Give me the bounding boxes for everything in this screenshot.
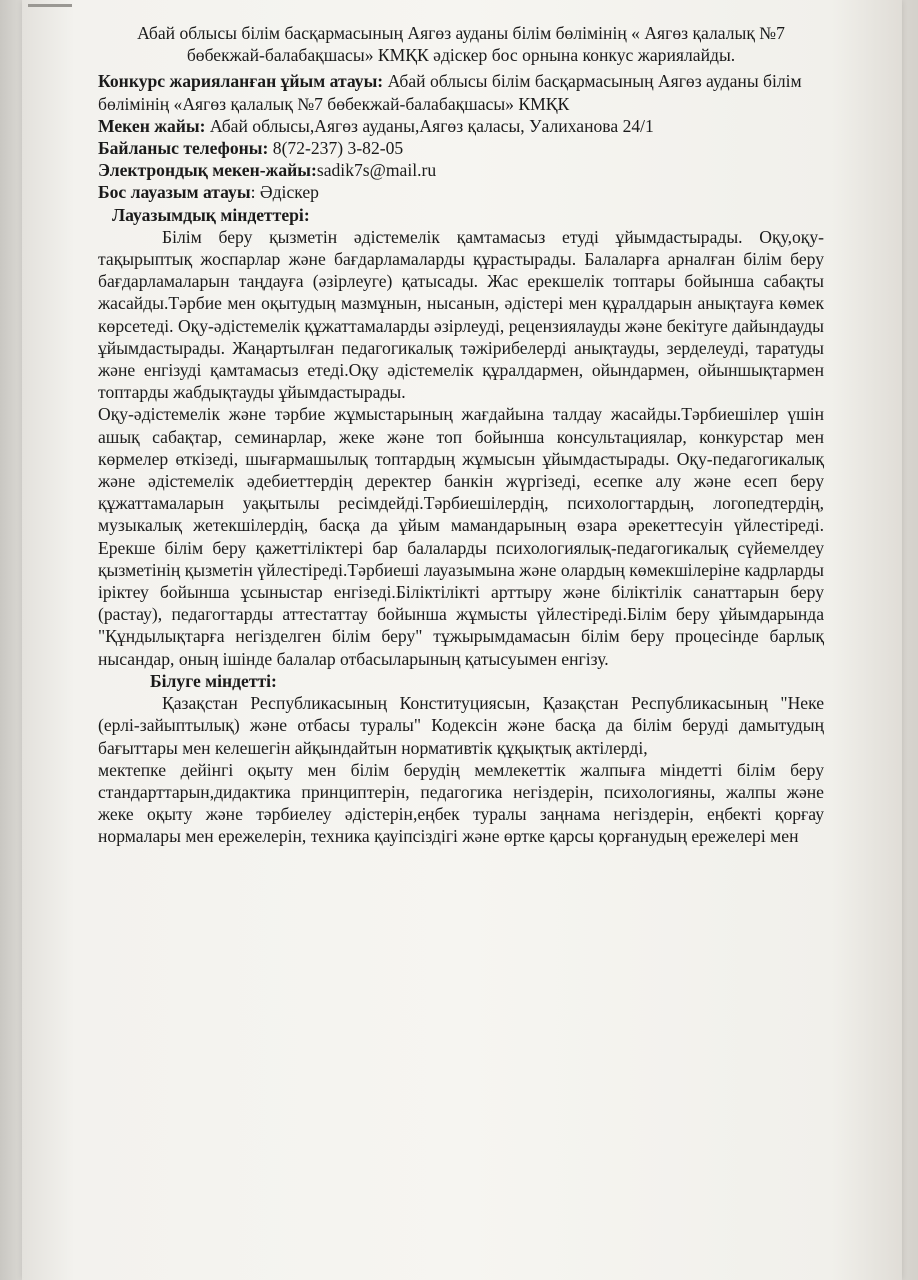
document-title: Абай облысы білім басқармасының Аягөз ауданы білім бөлімінің « Аягөз қалалық №7 бөбекжай-балабақшасы» КМҚК әдіскер бос орнына конкус жариялайды. bbox=[137, 23, 785, 66]
duties-heading: Лауазымдық міндеттері: bbox=[112, 204, 310, 225]
field-phone-value: 8(72-237) 3-82-05 bbox=[268, 138, 404, 159]
field-vacancy bbox=[98, 181, 824, 203]
field-address-value: Абай облысы,Аягөз ауданы,Аягөз қаласы, Уалиханова 24/1 bbox=[205, 115, 654, 136]
field-email-label: Электрондық мекен-жайы: bbox=[98, 160, 317, 181]
document-body bbox=[98, 18, 824, 848]
knowledge-paragraph-2: мектепке дейінгі оқыту мен білім берудің мемлекеттік жалпыға міндетті білім беру стандарттарын,дидактика принциптерін, педагогика негіздерін, психологияны, жалпы және жеке оқыту және тәрбиелеу әдістерін,еңбек туралы заңнама негіздерін, еңбекті қорғау нормалары мен ережелерін, техника қауіпсіздігі және өртке қарсы қорғанудың ережелері мен bbox=[98, 759, 824, 847]
paper-sheet bbox=[22, 0, 902, 1280]
field-address-label: Мекен жайы: bbox=[98, 115, 206, 136]
field-phone bbox=[98, 137, 824, 159]
field-organization-label: Конкурс жарияланған ұйым атауы: bbox=[98, 71, 384, 92]
duties-paragraph-1: Білім беру қызметін әдістемелік қамтамасыз етуді ұйымдастырады. Оқу,оқу-тақырыптық жоспарлар және бағдарламаларды құрастырады. Балаларға арналған білім беру бағдарламаларын таңдауға (әзірлеуге) қатысады. Жас ерекшелік топтары бойынша сабақты жасайды.Тәрбие мен оқытудың мазмұнын, нысанын, әдістері мен құралдарын анықтауға көмек көрсетеді. Оқу-әдістемелік құжаттамаларды әзірлеуді, рецензиялауды және бекітуге дайындауды ұйымдастырады. Жаңартылған педагогикалық тәжірибелерді анықтауды, зерделеуді, таратуды және енгізуді қамтамасыз етеді.Оқу әдістемелік құралдармен, ойындармен, ойыншықтармен топтарды жабдықтауды ұйымдастырады. bbox=[98, 226, 824, 403]
field-address bbox=[98, 115, 824, 137]
duties-paragraph-2: Оқу-әдістемелік және тәрбие жұмыстарының жағдайына талдау жасайды.Тәрбиешілер үшін ашық сабақтар, семинарлар, жеке және топ бойынша консультациялар, конкурстар мен көрмелер өткізеді, шығармашылық топтардың жұмысын ұйымдастырады. Оқу-педагогикалық және әдістемелік әдебиеттердің деректер банкін жүргізеді, есепке алу және есеп беру құжаттамаларын уақытылы ресімдейді.Тәрбиешілердің, психологтардың, логопедтердің, музыкалық жетекшілердің, басқа да ұйым мамандарының өзара әрекеттесуін үйлестіреді. Ерекше білім беру қажеттіліктері бар балаларды психологиялық-педагогикалық сүйемелдеу қызметінің қызметін үйлестіреді.Тәрбиеші лауазымына және олардың көмекшілеріне кадрларды іріктеу бойынша ұсыныстар енгізеді.Біліктілікті арттыру және біліктілік санаттарын беру (растау), педагогтарды аттестаттау бойынша жұмысты үйлестіреді.Білім беру ұйымдарында "Құндылықтарға негізделген білім беру" тұжырымдамасын білім беру процесінде барлық нысандар, оның ішінде балалар отбасыларының қатысуымен енгізу. bbox=[98, 404, 824, 669]
field-vacancy-label: Бос лауазым атауы bbox=[98, 182, 251, 203]
knowledge-heading: Білуге міндетті: bbox=[150, 670, 277, 691]
field-phone-label: Байланыс телефоны: bbox=[98, 138, 269, 159]
knowledge-paragraph-1: Қазақстан Республикасының Конституциясын, Қазақстан Республикасының "Неке (ерлі-зайыптылық) және отбасы туралы" Кодексін және басқа да білім беруді дамытудың бағыттары мен келешегін айқындайтын нормативтік құқықтық актілерді, bbox=[98, 693, 824, 758]
field-organization-value: Абай облысы білім басқармасының Аягөз ауданы білім бөлімінің «Аягөз қалалық №7 бөбекжай-балабақшасы» КМҚК bbox=[98, 71, 802, 114]
field-organization bbox=[98, 70, 824, 114]
field-email-value: sadik7s@mail.ru bbox=[316, 160, 437, 181]
sheet-edge-mark bbox=[28, 4, 72, 7]
field-vacancy-value: : Әдіскер bbox=[250, 182, 319, 203]
field-email bbox=[98, 159, 824, 181]
